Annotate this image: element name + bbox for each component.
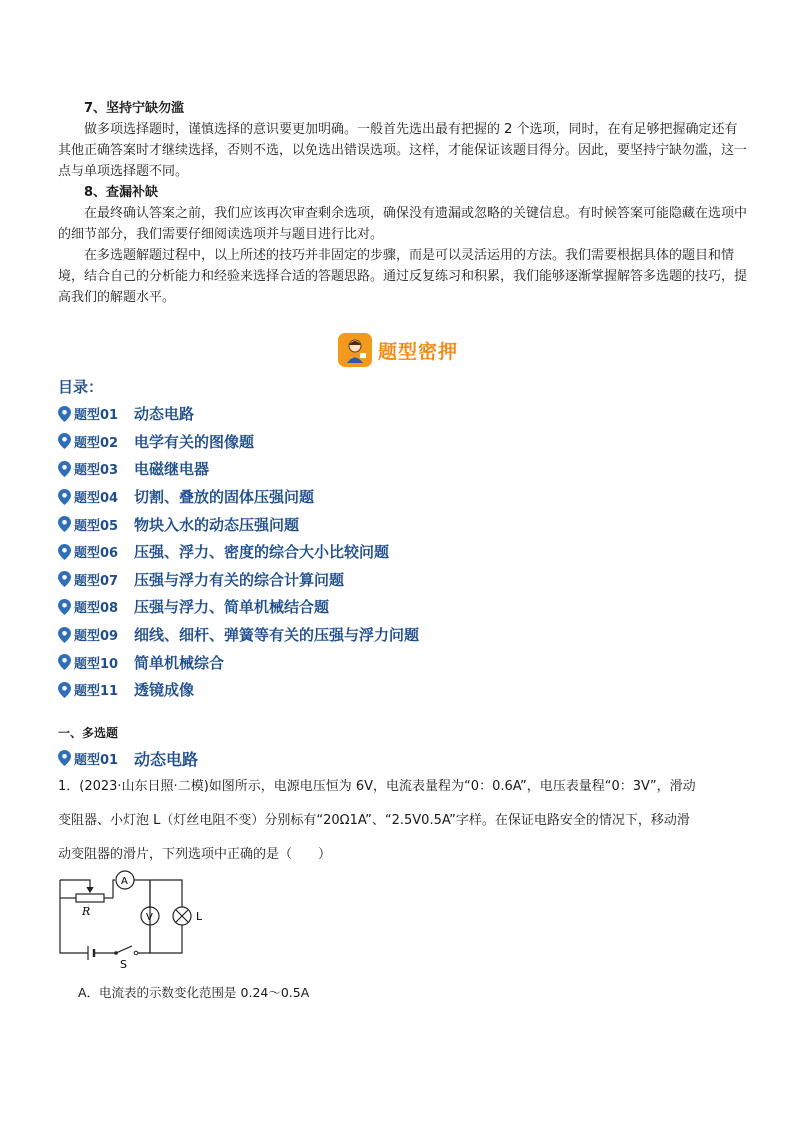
question-types-banner [338,333,458,367]
switch-label: S [120,958,127,970]
section-type-heading [58,747,198,769]
tip-7-paragraph: 做多项选择题时，谨慎选择的意识要更加明确。一般首先选出最有把握的 2 个选项，同时，在有足够把握确定还有其他正确答案时才继续选择，否则不选，以免选出错误选项。这样，才能保证该题目得分。因此，要坚持宁缺勿滥，这一点与单项选择题不同。 [58,122,748,179]
toc-item[interactable] [58,593,758,621]
intro-section [58,98,748,308]
teacher-icon [338,333,372,367]
ammeter-label: A [121,876,128,887]
location-pin-icon [58,750,71,766]
location-pin-icon [58,489,71,505]
toc-item-label: 物块入水的动态压强问题 [134,515,300,534]
rheostat-label: R [82,905,91,918]
location-pin-icon [58,433,71,449]
toc-item-type: 题型05 [74,518,119,534]
banner-title: 题型密押 [378,340,459,363]
tip-8-paragraph-a: 在最终确认答案之前，我们应该再次审查剩余选项，确保没有遗漏或忽略的关键信息。有时候答案可能隐藏在选项中的细节部分，我们需要仔细阅读选项并与题目进行比对。 [58,206,748,242]
toc-item-type: 题型02 [74,435,119,451]
toc-item[interactable] [58,510,758,538]
tip-8-paragraph-b: 在多选题解题过程中，以上所述的技巧并非固定的步骤，而是可以灵活运用的方法。我们需要根据具体的题目和情境，结合自己的分析能力和经验来选择合适的答题思路。通过反复练习和积累，我们能够逐渐掌握解答多选题的技巧，提高我们的解题水平。 [58,248,748,305]
toc-item-label: 动态电路 [134,405,195,424]
toc-item-label: 简单机械综合 [134,653,225,672]
question-line-1: 1．(2023·山东日照·二模)如图所示，电源电压恒为 6V，电流表量程为“0：0.6A”，电压表量程“0：3V”，滑动 [58,779,696,794]
question-line-2: 变阻器、小灯泡 L（灯丝电阻不变）分别标有“20Ω1A”、“2.5V0.5A”字样。在保证电路安全的情况下，移动滑 [58,813,690,828]
toc-item-label: 切割、叠放的固体压强问题 [134,488,315,507]
tip-7-heading: 7、坚持宁缺勿滥 [84,101,185,116]
toc-list [58,400,758,704]
location-pin-icon [58,516,71,532]
toc-item-label: 细线、细杆、弹簧等有关的压强与浮力问题 [134,626,420,645]
location-pin-icon [58,599,71,615]
toc-item-label: 透镜成像 [134,681,195,700]
toc-item[interactable] [58,538,758,566]
toc-item-type: 题型01 [74,408,119,424]
location-pin-icon [58,682,71,698]
circuit-diagram [58,870,228,970]
toc-item-type: 题型07 [74,573,119,589]
toc-item-type: 题型11 [74,684,119,700]
tip-8-heading: 8、查漏补缺 [84,185,159,200]
toc-title: 目录： [58,378,104,396]
location-pin-icon [58,406,71,422]
question-line-3: 动变阻器的滑片，下列选项中正确的是（ ） [58,847,332,862]
toc-item[interactable] [58,483,758,511]
toc-item[interactable] [58,400,758,428]
toc-item-type: 题型08 [74,601,119,617]
location-pin-icon [58,461,71,477]
question-1 [58,770,748,872]
toc-item[interactable] [58,455,758,483]
toc-item[interactable] [58,676,758,704]
section-type-label: 动态电路 [134,749,199,769]
toc-item[interactable] [58,648,758,676]
toc-item-type: 题型03 [74,463,119,479]
location-pin-icon [58,571,71,587]
toc-item-label: 电学有关的图像题 [134,432,255,451]
toc-item-type: 题型06 [74,546,119,562]
section-title: 一、多选题 [58,726,119,740]
toc-item[interactable] [58,428,758,456]
toc-item-type: 题型09 [74,629,119,645]
voltmeter-label: V [146,912,153,923]
toc-item-type: 题型04 [74,491,119,507]
location-pin-icon [58,654,71,670]
section-type-code: 题型01 [74,752,119,768]
lamp-label: L [196,910,203,923]
toc-item-label: 压强与浮力、简单机械结合题 [134,598,330,617]
toc-item-label: 电磁继电器 [134,460,210,479]
toc-item-label: 压强与浮力有关的综合计算问题 [134,570,345,589]
toc-item[interactable] [58,621,758,649]
toc-item-type: 题型10 [74,656,119,672]
location-pin-icon [58,627,71,643]
option-a: A．电流表的示数变化范围是 0.24～0.5A [78,985,310,1000]
toc-item-label: 压强、浮力、密度的综合大小比较问题 [134,543,390,562]
toc-item[interactable] [58,566,758,594]
location-pin-icon [58,544,71,560]
